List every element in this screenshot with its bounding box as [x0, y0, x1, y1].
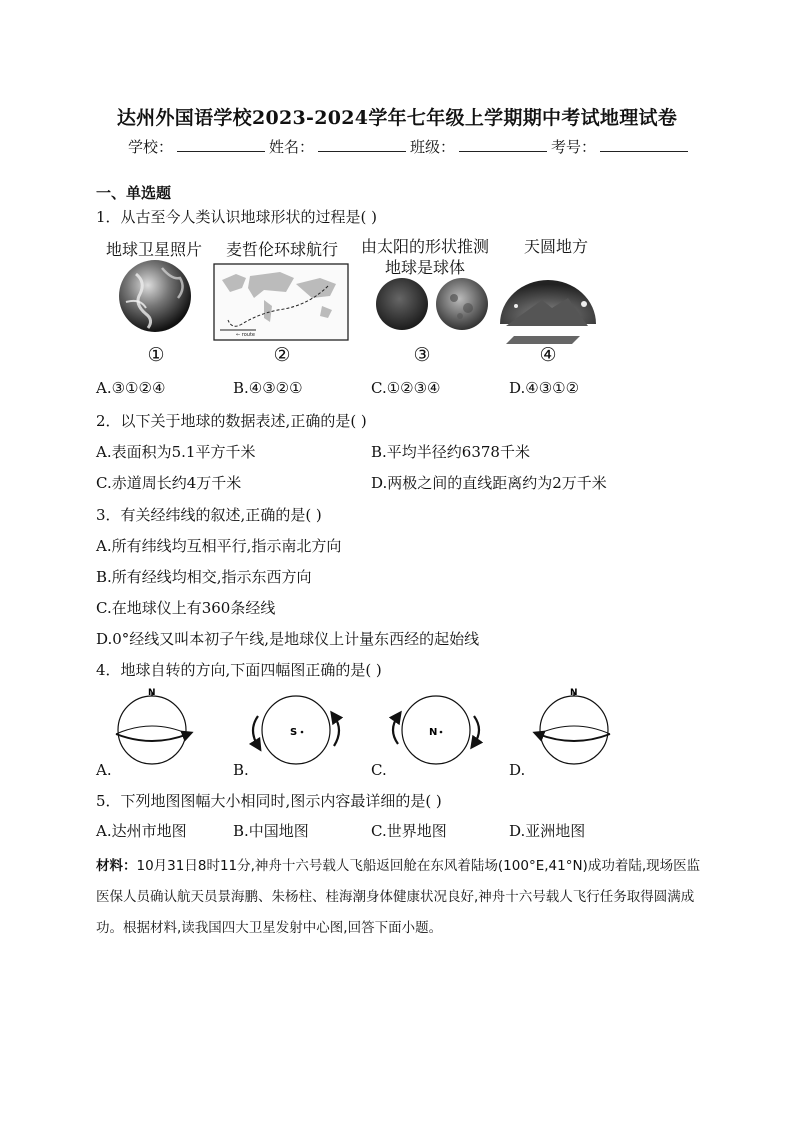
q1-stem: 1．从古至今人类认识地球形状的过程是( ) — [96, 208, 378, 226]
student-info-row — [128, 136, 692, 157]
diagram-b-polar-view — [253, 696, 339, 764]
q4-stem: 4．地球自转的方向,下面四幅图正确的是( ) — [96, 661, 382, 679]
q1-caption-3: 由太阳的形状推测地球是球体 — [360, 237, 489, 277]
diagram-c-pole: N — [429, 727, 438, 738]
round-sky-square-earth-drawing — [500, 280, 596, 344]
exam-number-label: 考号： — [551, 138, 597, 156]
q1-number-4: ④ — [539, 344, 557, 366]
school-blank[interactable] — [177, 136, 265, 152]
diagram-c-polar-view — [393, 696, 479, 764]
q1-option-d[interactable]: D.④③①② — [509, 379, 580, 397]
q4-option-a[interactable]: A. — [96, 761, 112, 779]
diagram-d-pole: N — [570, 688, 578, 698]
q2-option-b[interactable]: B.平均半径约6378千米 — [371, 443, 530, 461]
reading-material — [96, 851, 702, 944]
q1-caption-4: 天圆地方 — [523, 237, 588, 256]
q5-option-b[interactable]: B.中国地图 — [233, 822, 309, 840]
exam-title: 达州外国语学校2023-2024学年七年级上学期期中考试地理试卷 — [116, 107, 678, 129]
q1-number-2: ② — [273, 344, 291, 366]
sun-moon-photos — [376, 278, 488, 330]
diagram-a-globe — [116, 688, 188, 764]
q1-caption-2: 麦哲伦环球航行 — [225, 240, 338, 259]
q5-option-d[interactable]: D.亚洲地图 — [509, 822, 586, 840]
exam-number-blank[interactable] — [600, 136, 688, 152]
magellan-route-map — [214, 264, 348, 340]
q3-option-c[interactable]: C.在地球仪上有360条经线 — [96, 599, 276, 617]
material-label: 材料： — [96, 858, 137, 874]
q4-option-d[interactable]: D. — [509, 761, 526, 779]
school-label: 学校： — [128, 138, 174, 156]
q3-option-d[interactable]: D.0°经线又叫本初子午线,是地球仪上计量东西经的起始线 — [96, 630, 480, 648]
diagram-b-pole: S — [290, 727, 298, 738]
section-heading: 一、单选题 — [96, 184, 172, 202]
q1-caption-1: 地球卫星照片 — [105, 240, 202, 259]
q5-stem: 5．下列地图图幅大小相同时,图示内容最详细的是( ) — [96, 792, 442, 810]
q4-option-c[interactable]: C. — [371, 761, 387, 779]
name-label: 姓名： — [269, 138, 315, 156]
q2-option-a[interactable]: A.表面积为5.1平方千米 — [96, 443, 256, 461]
q1-number-3: ③ — [413, 344, 431, 366]
name-blank[interactable] — [318, 136, 406, 152]
q3-stem: 3．有关经纬线的叙述,正确的是( ) — [96, 506, 322, 524]
q5-option-a[interactable]: A.达州市地图 — [96, 822, 187, 840]
earth-satellite-photo — [119, 260, 191, 332]
diagram-a-pole: N — [148, 688, 156, 698]
class-label: 班级： — [410, 138, 456, 156]
q2-option-d[interactable]: D.两极之间的直线距离约为2万千米 — [371, 474, 607, 492]
q2-stem: 2．以下关于地球的数据表述,正确的是( ) — [96, 412, 367, 430]
diagram-d-globe — [538, 688, 610, 764]
q3-option-b[interactable]: B.所有经线均相交,指示东西方向 — [96, 568, 312, 586]
q4-option-b[interactable]: B. — [233, 761, 249, 779]
q1-number-1: ① — [147, 344, 165, 366]
svg-text:← route: ← route — [236, 332, 255, 338]
q4-rotation-diagrams — [96, 688, 636, 768]
q1-option-c[interactable]: C.①②③④ — [371, 379, 441, 397]
material-text: 10月31日8时11分,神舟十六号载人飞船返回舱在东风着陆场(100°E,41°N)成功着陆,现场医监医保人员确认航天员景海鹏、朱杨柱、桂海潮身体健康状况良好,神舟十六号载人飞行任务取得圆满成功。根据材料,读我国四大卫星发射中心图,回答下面小题。 — [96, 858, 701, 936]
q2-option-c[interactable]: C.赤道周长约4万千米 — [96, 474, 242, 492]
q1-option-b[interactable]: B.④③②① — [233, 379, 303, 397]
q1-illustrations — [96, 256, 626, 346]
q1-option-a[interactable]: A.③①②④ — [96, 379, 166, 397]
q5-option-c[interactable]: C.世界地图 — [371, 822, 447, 840]
q3-option-a[interactable]: A.所有纬线均互相平行,指示南北方向 — [96, 537, 342, 555]
class-blank[interactable] — [459, 136, 547, 152]
